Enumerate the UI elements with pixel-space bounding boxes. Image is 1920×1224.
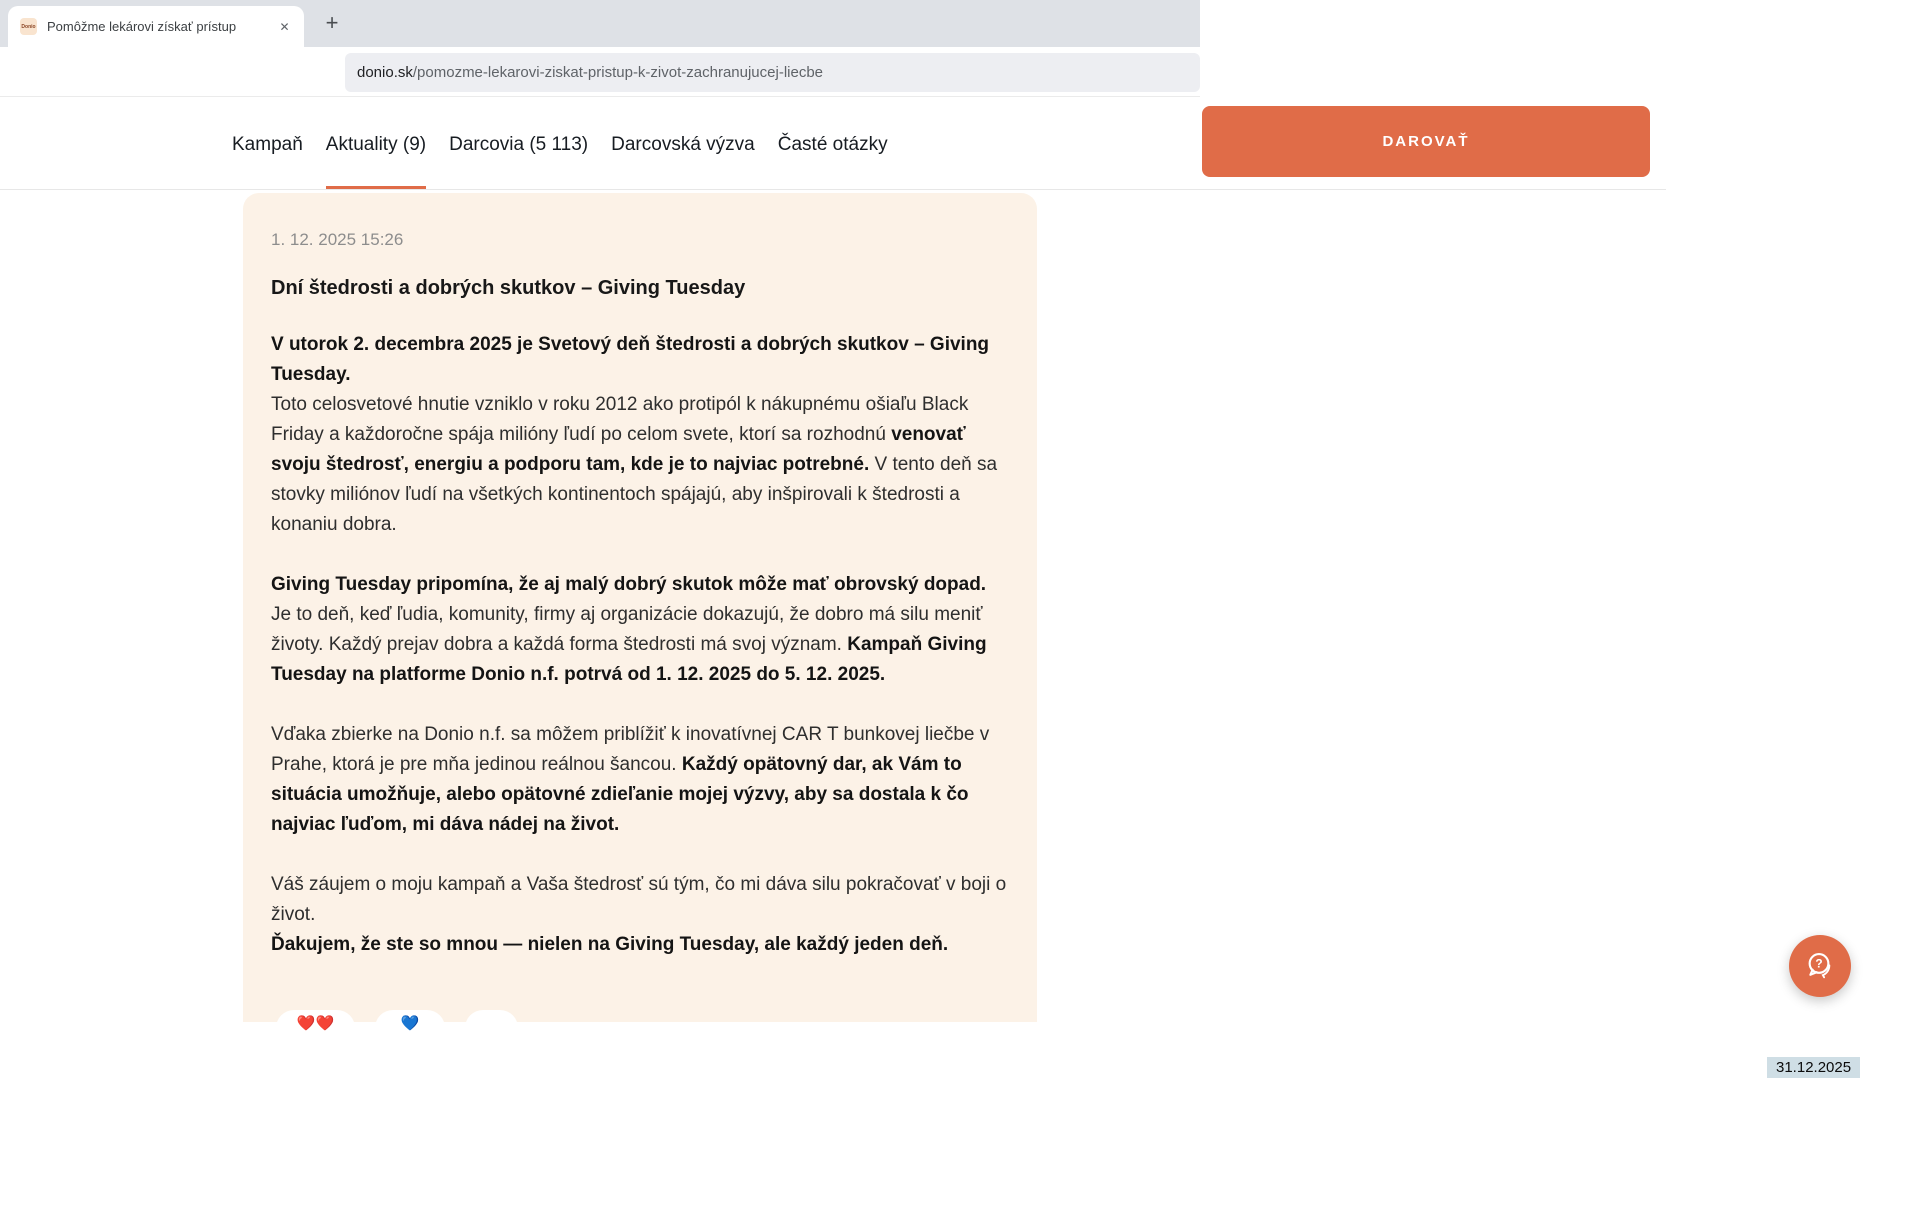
post-paragraph: Vďaka zbierke na Donio n.f. sa môžem priblížiť k inovatívnej CAR T bunkovej liečbe v Prahe, ktorá je pre mňa jedinou reálnou šancou. Každý opätovný dar, ak Vám to situácia umožňuje, alebo opätovné zdieľanie mojej výzvy, aby sa dostala k čo najviac ľuďom, mi dáva nádej na život.	[271, 724, 990, 835]
post-paragraph: V utorok 2. decembra 2025 je Svetový deň štedrosti a dobrých skutkov – Giving Tuesday. Toto celosvetové hnutie vzniklo v roku 2012 ako protipól k nákupnému ošiaľu Black Friday a každoročne spája milióny ľudí po celom svete, ktorí sa rozhodnú venovať svoju štedrosť, energiu a podporu tam, kde je to najviac potrebné. V tento deň sa stovky miliónov ľudí na všetkých kontinentoch spájajú, aby inšpirovali k štedrosti a konaniu dobra.	[271, 334, 998, 535]
donio-favicon-icon: Donio	[20, 18, 37, 35]
address-bar[interactable]	[345, 53, 1200, 92]
post-paragraph: Váš záujem o moju kampaň a Vaša štedrosť sú tým, čo mi dáva silu pokračovať v boji o život. Ďakujem, že ste so mnou — nielen na Giving Tuesday, ale každý jeden deň.	[271, 874, 1007, 955]
nav-tab-kampa-[interactable]: Kampaň	[232, 134, 303, 155]
url-row	[0, 47, 1200, 97]
donate-button[interactable]: DAROVAŤ	[1202, 106, 1650, 177]
nav-tab-darcovia-5-113-[interactable]: Darcovia (5 113)	[449, 134, 589, 155]
help-chat-button[interactable]	[1789, 935, 1851, 997]
post-body	[271, 330, 1009, 960]
nav-tab--ast-ot-zky[interactable]: Časté otázky	[777, 134, 888, 155]
post-timestamp: 1. 12. 2025 15:26	[271, 230, 404, 249]
post-title: Dní štedrosti a dobrých skutkov – Giving Tuesday	[271, 277, 746, 299]
close-icon[interactable]: ✕	[279, 19, 290, 34]
nav-bottom-border	[0, 189, 1666, 190]
help-bubble-icon	[1803, 949, 1837, 983]
update-post-card	[243, 193, 1037, 1032]
svg-text:?: ?	[1815, 956, 1823, 971]
browser-tab-strip	[0, 0, 1200, 47]
reaction-pill[interactable]: ❤️❤️	[276, 1010, 355, 1050]
reaction-bar	[276, 1010, 518, 1050]
reaction-pill[interactable]: 💙	[375, 1010, 445, 1050]
post-paragraph: Giving Tuesday pripomína, že aj malý dobrý skutok môže mať obrovský dopad. Je to deň, keď ľudia, komunity, firmy aj organizácie dokazujú, že dobro má silu meniť životy. Každý prejav dobra a každá forma štedrosti má svoj význam. Kampaň Giving Tuesday na platforme Donio n.f. potrvá od 1. 12. 2025 do 5. 12. 2025.	[271, 574, 987, 685]
chrome-bottom-border	[0, 96, 1200, 97]
browser-tab[interactable]	[8, 6, 304, 47]
reaction-pill[interactable]	[465, 1010, 518, 1050]
date-tooltip: 31.12.2025	[1767, 1057, 1860, 1078]
nav-tab-darcovsk-v-zva[interactable]: Darcovská výzva	[611, 134, 755, 155]
url-domain: donio.sk	[357, 64, 413, 81]
tab-title: Pomôžme lekárovi získať prístup	[47, 19, 259, 34]
url-path: /pomozme-lekarovi-ziskat-pristup-k-zivot-zachranujucej-liecbe	[412, 64, 824, 81]
new-tab-icon[interactable]: +	[325, 10, 339, 35]
campaign-nav	[232, 133, 888, 189]
nav-tab-aktuality-9-[interactable]: Aktuality (9)	[326, 133, 426, 189]
